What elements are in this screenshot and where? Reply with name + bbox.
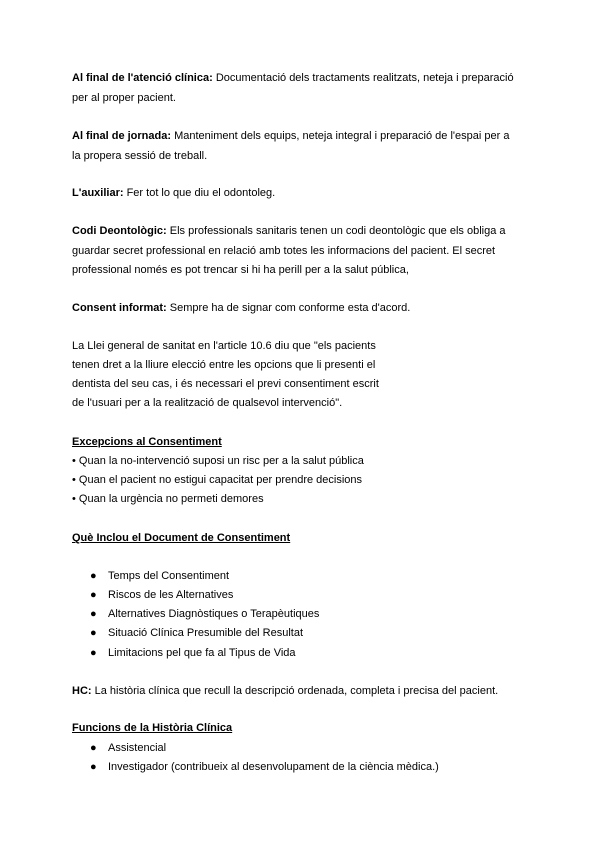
document-item-text: Temps del Consentiment xyxy=(108,570,230,582)
bullet-icon: ● xyxy=(90,608,97,620)
document-item xyxy=(90,626,303,640)
llei-line3: dentista del seu cas, i és necessari el previ consentiment escrit xyxy=(72,378,379,390)
final-atencio-label: Al final de l'atenció clínica: xyxy=(72,72,213,84)
excepcio-item: • Quan la no-intervenció suposi un risc per a la salut pública xyxy=(72,455,364,467)
excepcio-item: • Quan la urgència no permeti demores xyxy=(72,493,264,505)
hc-line xyxy=(72,684,498,698)
llei-line2: tenen dret a la lliure elecció entre les opcions que li presenti el xyxy=(72,359,376,371)
bullet-icon: ● xyxy=(90,742,97,754)
final-atencio-line2: per al proper pacient. xyxy=(72,92,176,104)
codi-line2: guardar secret professional en relació amb totes les informacions del pacient. El secret xyxy=(72,245,496,257)
llei-line1: La Llei general de sanitat en l'article 10.6 diu que "els pacients xyxy=(72,340,376,352)
consent-label: Consent informat: xyxy=(72,302,167,314)
final-jornada-line1 xyxy=(72,129,509,143)
document-heading: Què Inclou el Document de Consentiment xyxy=(72,532,291,544)
document-item-text: Alternatives Diagnòstiques o Terapèutiques xyxy=(108,608,320,620)
final-atencio-line1 xyxy=(72,71,514,85)
auxiliar-line xyxy=(72,186,275,200)
hc-label: HC: xyxy=(72,685,92,697)
bullet-icon: ● xyxy=(90,589,97,601)
document-item xyxy=(90,646,296,660)
codi-line1 xyxy=(72,224,506,238)
funcions-heading: Funcions de la Història Clínica xyxy=(72,722,233,734)
bullet-icon: ● xyxy=(90,761,97,773)
codi-line3: professional només es pot trencar si hi ha perill per a la salut pública, xyxy=(72,264,409,276)
final-jornada-label: Al final de jornada: xyxy=(72,130,172,142)
funcio-item xyxy=(90,741,166,755)
consent-text: Sempre ha de signar com conforme esta d'acord. xyxy=(166,302,411,314)
hc-text: La història clínica que recull la descripció ordenada, completa i precisa del pacient. xyxy=(91,685,499,697)
bullet-icon: ● xyxy=(90,570,97,582)
document-item xyxy=(90,569,229,583)
bullet-icon: ● xyxy=(90,647,97,659)
funcio-item-text: Assistencial xyxy=(108,742,167,754)
document-item-text: Riscos de les Alternatives xyxy=(108,589,234,601)
bullet-icon: ● xyxy=(90,627,97,639)
codi-label: Codi Deontològic: xyxy=(72,225,167,237)
document-item xyxy=(90,588,233,602)
excepcions-heading: Excepcions al Consentiment xyxy=(72,436,222,448)
document-item xyxy=(90,607,319,621)
auxiliar-text: Fer tot lo que diu el odontoleg. xyxy=(123,187,276,199)
document-item-text: Situació Clínica Presumible del Resultat xyxy=(108,627,304,639)
funcio-item xyxy=(90,760,439,774)
consent-line xyxy=(72,301,410,315)
excepcio-item: • Quan el pacient no estigui capacitat per prendre decisions xyxy=(72,474,363,486)
document-item-text: Limitacions pel que fa al Tipus de Vida xyxy=(108,647,296,659)
codi-text: Els professionals sanitaris tenen un codi deontològic que els obliga a xyxy=(166,225,506,237)
final-atencio-text: Documentació dels tractaments realitzats, neteja i preparació xyxy=(212,72,514,84)
final-jornada-text: Manteniment dels equips, neteja integral i preparació de l'espai per a xyxy=(171,130,510,142)
auxiliar-label: L'auxiliar: xyxy=(72,187,124,199)
final-jornada-line2: la propera sessió de treball. xyxy=(72,150,208,162)
funcio-item-text: Investigador (contribueix al desenvolupament de la ciència mèdica.) xyxy=(108,761,439,773)
llei-line4: de l'usuari per a la realització de qualsevol intervenció". xyxy=(72,397,343,409)
